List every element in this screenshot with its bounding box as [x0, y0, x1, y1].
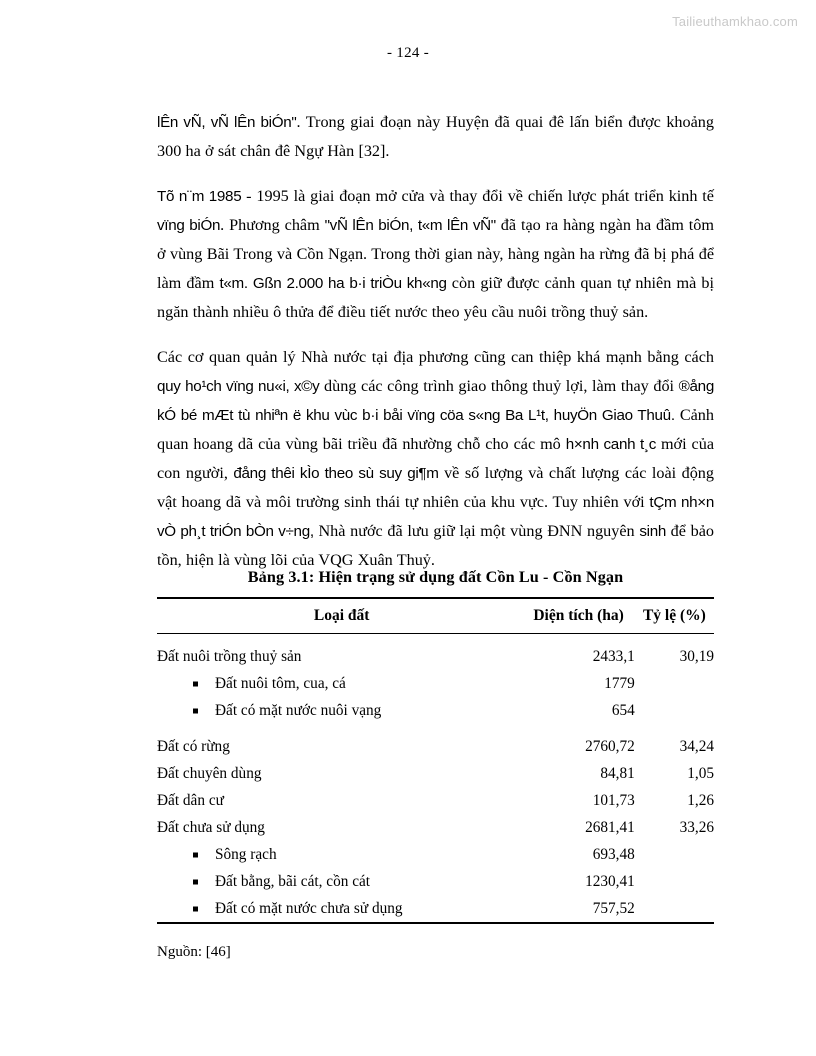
- bullet-icon: [193, 879, 198, 884]
- table-section: [157, 568, 714, 961]
- cell-land-type: Đất có rừng: [157, 737, 230, 755]
- paragraph-1-run-a: lÊn vÑ, vÑ lÊn biÓn": [157, 114, 297, 131]
- paragraph-3-run-k: Nhà nước đã lưu giữ lại một vùng ĐNN nguyên: [313, 522, 640, 540]
- table-row: [157, 643, 714, 670]
- paragraph-2-run-a: Tõ n¨m 1985: [157, 188, 242, 205]
- paragraph-2: [157, 182, 714, 327]
- cell-land-type: Đất nuôi trồng thuỷ sản: [157, 647, 302, 665]
- paragraph-2-run-e: "vÑ lÊn biÓn, t«m lÊn vÑ": [324, 217, 496, 234]
- paragraph-3-run-f: h×nh canh t¸c: [565, 436, 657, 453]
- cell-percent: [635, 697, 714, 724]
- paragraph-3: [157, 343, 714, 575]
- cell-land-type: [157, 841, 522, 868]
- spacer-cell: [157, 724, 714, 733]
- table-row: [157, 670, 714, 697]
- cell-area: 1779: [604, 674, 635, 692]
- paragraph-3-run-j: tÇm nh×n vÒ ph¸t triÓn bÒn v÷ng,: [157, 494, 714, 540]
- paragraph-2-run-c: vïng biÓn: [157, 217, 221, 234]
- cell-land-type: Đất chưa sử dụng: [157, 818, 265, 836]
- paragraph-3-run-b: quy ho¹ch vïng nu«i, x©y: [157, 378, 320, 395]
- cell-area: 2760,72: [585, 737, 635, 755]
- paragraph-2-run-h: còn giữ được cảnh quan tự nhiên mà bị ngăn thành nhiều ô thửa để điều tiết nước theo yêu cầu nuôi trồng thuỷ sản.: [157, 274, 714, 321]
- group-spacer: [157, 724, 714, 733]
- cell-land-type: [157, 868, 522, 895]
- cell-area: 693,48: [592, 845, 635, 863]
- cell-land-type: Đất dân cư: [157, 791, 224, 809]
- table-row: [157, 868, 714, 895]
- cell-percent: 34,24: [679, 737, 714, 755]
- table-header-row: [157, 598, 714, 634]
- cell-land-type-label: Đất bằng, bãi cát, cồn cát: [215, 872, 371, 890]
- paragraph-2-run-f: đã tạo ra hàng ngàn ha đầm tôm ở vùng Bãi Trong và Cồn Ngạn. Trong thời gian này, hàng ngàn ha rừng đã bị phá để làm đầm: [157, 216, 714, 292]
- cell-area: 1230,41: [585, 872, 635, 890]
- spacer-cell: [157, 634, 714, 644]
- table-row: [157, 697, 714, 724]
- bottom-rule: [157, 923, 714, 933]
- site-watermark: Tailieuthamkhao.com: [672, 14, 798, 29]
- paragraph-3-run-h: đång thêi kÌo theo sù suy gi¶m: [233, 465, 439, 482]
- bullet-icon: [193, 708, 198, 713]
- cell-land-type: [157, 697, 522, 724]
- bullet-icon: [193, 852, 198, 857]
- cell-area: 2433,1: [592, 647, 635, 665]
- cell-land-type: [157, 895, 522, 923]
- column-header-area: Diện tích (ha): [533, 607, 624, 624]
- table-row: [157, 787, 714, 814]
- paragraph-1: [157, 108, 714, 166]
- paragraph-3-run-g: mới của con người,: [157, 435, 715, 482]
- paragraph-3-run-c: dùng các công trình giao thông thuỷ lợi, làm thay đổi: [319, 377, 679, 395]
- column-header-land-type: Loại đất: [313, 607, 370, 624]
- paragraph-2-run-d: . Phương châm: [220, 216, 325, 234]
- paragraph-2-run-g: t«m. Gßn 2.000 ha b·i triÒu kh«ng: [219, 275, 447, 292]
- page-number: - 124 -: [386, 45, 430, 61]
- cell-area: 101,73: [592, 791, 635, 809]
- table-row: [157, 814, 714, 841]
- cell-percent: 30,19: [679, 647, 714, 665]
- land-use-table: [157, 597, 714, 933]
- paragraph-3-run-m: để bảo tồn, hiện là vùng lõi của VQG Xuân Thuỷ.: [157, 522, 715, 569]
- table-header: [157, 598, 714, 634]
- cell-area: 84,81: [600, 764, 635, 782]
- cell-land-type-label: Đất có mặt nước chưa sử dụng: [215, 899, 403, 917]
- cell-land-type-label: Sông rạch: [215, 845, 277, 863]
- cell-area: 2681,41: [585, 818, 635, 836]
- header-rule-spacer: [157, 634, 714, 644]
- bullet-icon: [193, 681, 198, 686]
- cell-percent: [635, 841, 714, 868]
- body-text: [157, 108, 714, 575]
- paragraph-3-run-d: ®ång kÓ bé mÆt tù nhiªn ë khu vùc b·i båi vïng cöa s«ng Ba L¹t, huyÖn Giao Thuû.: [157, 378, 714, 424]
- cell-land-type-label: Đất có mặt nước nuôi vạng: [215, 701, 382, 719]
- paragraph-3-run-a: Các cơ quan quản lý Nhà nước tại địa phương cũng can thiệp khá mạnh bằng cách: [157, 348, 714, 366]
- table-row: [157, 841, 714, 868]
- paragraph-3-run-e: Cảnh quan hoang dã của vùng bãi triều đã nhường chỗ cho các mô: [157, 406, 714, 453]
- column-header-percent: Tỷ lệ (%): [642, 607, 706, 624]
- table-body: [157, 634, 714, 934]
- paragraph-1-run-b: . Trong giai đoạn này Huyện đã quai đê lấn biển được khoảng 300 ha ở sát chân đê Ngự Hàn [32].: [157, 113, 714, 160]
- table-caption: Bảng 3.1: Hiện trạng sử dụng đất Cồn Lu - Cồn Ngạn: [247, 568, 624, 586]
- paragraph-2-run-b: - 1995 là giai đoạn mở cửa và thay đổi về chiến lược phát triển kinh tế: [241, 187, 714, 205]
- cell-land-type: [157, 670, 522, 697]
- table-row: [157, 733, 714, 760]
- cell-percent: [635, 895, 714, 923]
- cell-percent: 1,26: [687, 791, 714, 809]
- cell-land-type-label: Đất nuôi tôm, cua, cá: [215, 674, 346, 692]
- spacer-cell: [157, 923, 714, 933]
- cell-percent: 1,05: [687, 764, 714, 782]
- cell-area: 757,52: [592, 899, 635, 917]
- cell-land-type: Đất chuyên dùng: [157, 764, 262, 782]
- cell-percent: [635, 670, 714, 697]
- cell-area: 654: [611, 701, 635, 719]
- table-row: [157, 895, 714, 923]
- bullet-icon: [193, 906, 198, 911]
- cell-percent: [635, 868, 714, 895]
- table-source-note: Nguồn: [46]: [157, 944, 231, 960]
- paragraph-3-run-l: sinh: [639, 523, 666, 540]
- table-row: [157, 760, 714, 787]
- cell-percent: 33,26: [679, 818, 714, 836]
- paragraph-3-run-i: về số lượng và chất lượng các loài động vật hoang dã và môi trường sinh thái tự nhiên của khu vực. Tuy nhiên với: [157, 464, 714, 511]
